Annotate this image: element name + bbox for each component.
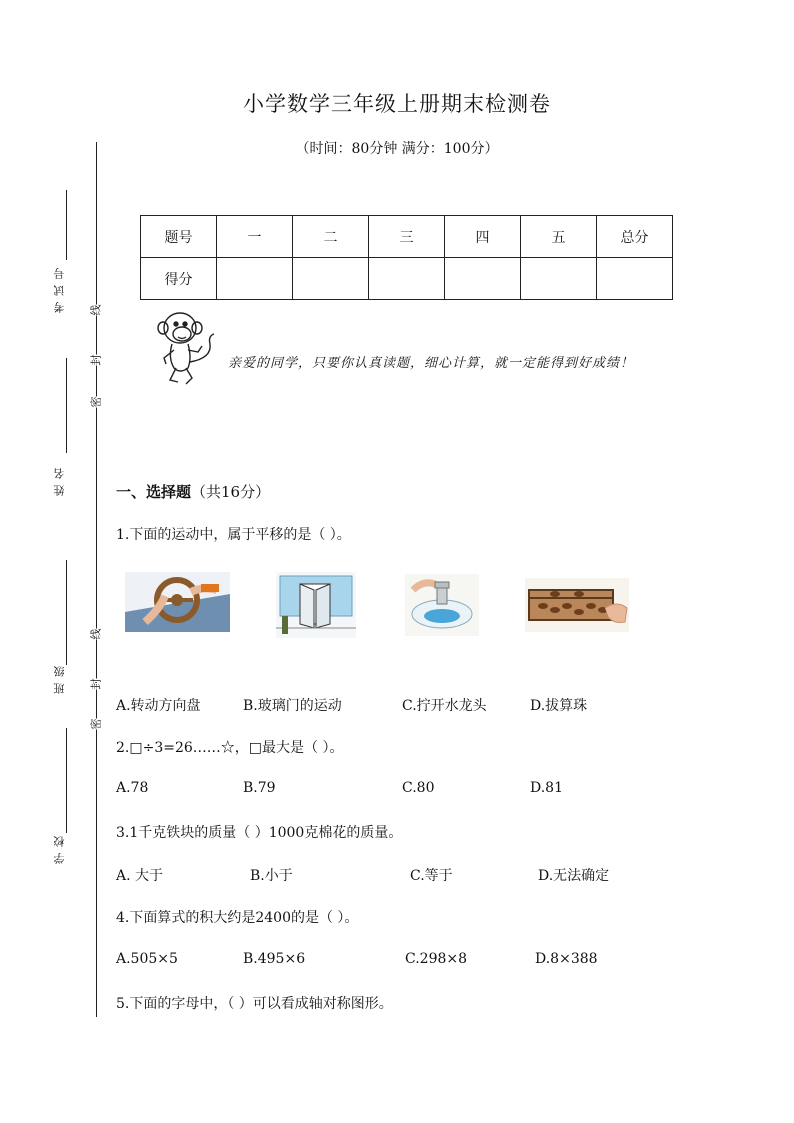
question-3-option-a[interactable]: A. 大于 [116, 868, 164, 884]
score-table [140, 215, 673, 300]
question-1-option-c[interactable]: C.拧开水龙头 [402, 698, 487, 714]
section-title: 一、选择题 [116, 483, 192, 501]
question-2-option-b[interactable]: B.79 [243, 780, 276, 796]
page-title: 小学数学三年级上册期末检测卷 [243, 92, 551, 116]
class-label: 班级 [53, 660, 66, 694]
question-1-option-d[interactable]: D.拔算珠 [530, 698, 588, 714]
name-fill-line [66, 358, 67, 453]
question-1-stem: 1.下面的运动中，属于平移的是（ ）。 [116, 527, 351, 543]
question-4-stem: 4.下面算式的积大约是2400的是（ ）。 [116, 910, 359, 926]
class-fill-line [66, 560, 67, 665]
score-cell: 题号 [141, 216, 217, 258]
score-cell: 四 [445, 216, 521, 258]
question-5-stem: 5.下面的字母中，（ ）可以看成轴对称图形。 [116, 996, 393, 1012]
faucet-icon [405, 574, 479, 636]
question-4-option-d[interactable]: D.8×388 [535, 951, 598, 967]
score-input-cell[interactable] [597, 258, 673, 300]
score-input-cell[interactable] [293, 258, 369, 300]
exam-no-fill-line [66, 190, 67, 260]
question-3-option-c[interactable]: C.等于 [410, 868, 453, 884]
question-3-stem: 3.1千克铁块的质量（ ）1000克棉花的质量。 [116, 825, 403, 841]
question-2-stem: 2.□÷3=26……☆，□最大是（ ）。 [116, 740, 344, 756]
exam-time-and-score: （时间：80分钟 满分：100分） [295, 141, 499, 157]
seal-xian-1: 线 [89, 304, 103, 316]
seal-feng-2: 封 [89, 678, 103, 690]
score-input-cell[interactable] [369, 258, 445, 300]
exam-no-label: 考试号 [53, 262, 66, 313]
question-3-option-b[interactable]: B.小于 [250, 868, 293, 884]
school-fill-line [66, 728, 67, 833]
question-4-option-c[interactable]: C.298×8 [405, 951, 468, 967]
score-cell: 总分 [597, 216, 673, 258]
section-heading [116, 481, 270, 502]
question-2-option-d[interactable]: D.81 [530, 780, 563, 796]
score-cell: 得分 [141, 258, 217, 300]
encouragement-text: 亲爱的同学，只要你认真读题，细心计算，就一定能得到好成绩！ [228, 356, 635, 371]
score-cell: 一 [217, 216, 293, 258]
question-4-option-a[interactable]: A.505×5 [116, 951, 178, 967]
seal-feng-1: 封 [89, 354, 103, 366]
score-cell: 五 [521, 216, 597, 258]
score-table-header-row [141, 216, 673, 258]
score-input-cell[interactable] [521, 258, 597, 300]
score-cell: 二 [293, 216, 369, 258]
seal-xian-2: 线 [89, 628, 103, 640]
monkey-mascot-icon [152, 308, 222, 390]
section-points: （共16分） [191, 483, 271, 501]
name-label: 姓名 [53, 462, 66, 496]
question-4-option-b[interactable]: B.495×6 [243, 951, 306, 967]
question-1-option-b[interactable]: B.玻璃门的运动 [243, 698, 342, 714]
question-2-option-c[interactable]: C.80 [402, 780, 435, 796]
seal-mi-2: 密 [89, 718, 103, 730]
glass-door-icon [276, 572, 356, 638]
question-3-option-d[interactable]: D.无法确定 [538, 868, 610, 884]
school-label: 学校 [53, 830, 66, 864]
score-cell: 三 [369, 216, 445, 258]
score-input-cell[interactable] [445, 258, 521, 300]
seal-mi-1: 密 [89, 396, 103, 408]
question-1-option-a[interactable]: A.转动方向盘 [116, 698, 201, 714]
question-2-option-a[interactable]: A.78 [116, 780, 149, 796]
abacus-icon [525, 578, 629, 632]
steering-wheel-icon [125, 572, 230, 632]
score-input-cell[interactable] [217, 258, 293, 300]
binding-line [96, 142, 97, 1017]
score-table-score-row [141, 258, 673, 300]
